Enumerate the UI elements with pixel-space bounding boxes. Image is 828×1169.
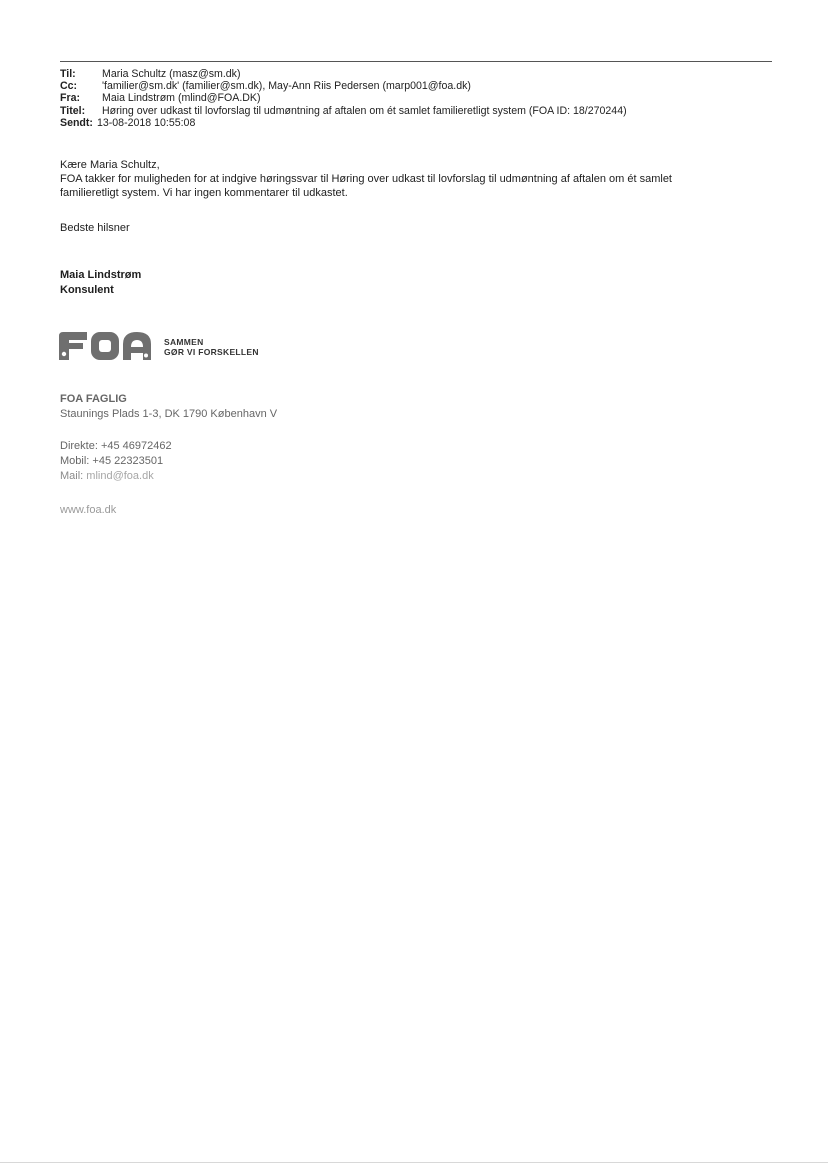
sent-label: Sendt: — [60, 116, 93, 129]
body-line-1: FOA takker for muligheden for at indgive høringssvar til Høring over udkast til lovforslag til udmøntning af aftalen om ét samlet — [60, 173, 672, 185]
header-to — [60, 68, 790, 80]
to-value: Maria Schultz (masz@sm.dk) — [102, 68, 241, 80]
closing: Bedste hilsner — [60, 222, 130, 234]
header-sent — [60, 117, 790, 129]
subject-label: Titel: — [60, 104, 86, 117]
tagline-line-2: GØR VI FORSKELLEN — [164, 347, 259, 357]
tagline-line-1: SAMMEN — [164, 337, 204, 347]
company-address: Staunings Plads 1-3, DK 1790 København V — [60, 408, 278, 420]
header-cc — [60, 80, 790, 92]
signature-title: Konsulent — [60, 284, 114, 296]
website-link[interactable]: www.foa.dk — [60, 504, 117, 516]
body-line-2: familieretligt system. Vi har ingen kommentarer til udkastet. — [60, 187, 348, 199]
mail-line — [60, 469, 172, 484]
company-name: FOA FAGLIG — [60, 393, 127, 405]
cc-label: Cc: — [60, 80, 78, 93]
foa-logo — [59, 330, 299, 362]
direct-phone: Direkte: +45 46972462 — [60, 440, 172, 452]
cc-value: 'familier@sm.dk' (familier@sm.dk), May-Ann Riis Pedersen (marp001@foa.dk) — [102, 80, 471, 93]
email-header — [60, 68, 790, 129]
mail-label: Mail: — [60, 470, 84, 482]
from-value: Maia Lindstrøm (mlind@FOA.DK) — [102, 92, 261, 105]
contact-info — [60, 439, 172, 484]
greeting: Kære Maria Schultz, — [60, 159, 160, 171]
header-divider — [60, 61, 772, 62]
page-bottom-edge — [0, 1162, 828, 1163]
header-from — [60, 92, 790, 104]
email-body — [60, 158, 760, 200]
from-label: Fra: — [60, 92, 81, 105]
header-subject — [60, 105, 790, 117]
signature — [60, 268, 141, 298]
signature-name: Maia Lindstrøm — [60, 269, 142, 281]
to-label: Til: — [60, 68, 76, 80]
subject-value: Høring over udkast til lovforslag til udmøntning af aftalen om ét samlet familieretligt system (FOA ID: 18/270244) — [102, 104, 627, 117]
mobile-phone: Mobil: +45 22323501 — [60, 455, 164, 467]
mail-link[interactable]: mlind@foa.dk — [86, 470, 154, 482]
logo-tagline — [164, 337, 259, 357]
sent-value: 13-08-2018 10:55:08 — [96, 116, 196, 129]
company-info — [60, 392, 277, 422]
foa-logo-icon — [59, 330, 155, 362]
